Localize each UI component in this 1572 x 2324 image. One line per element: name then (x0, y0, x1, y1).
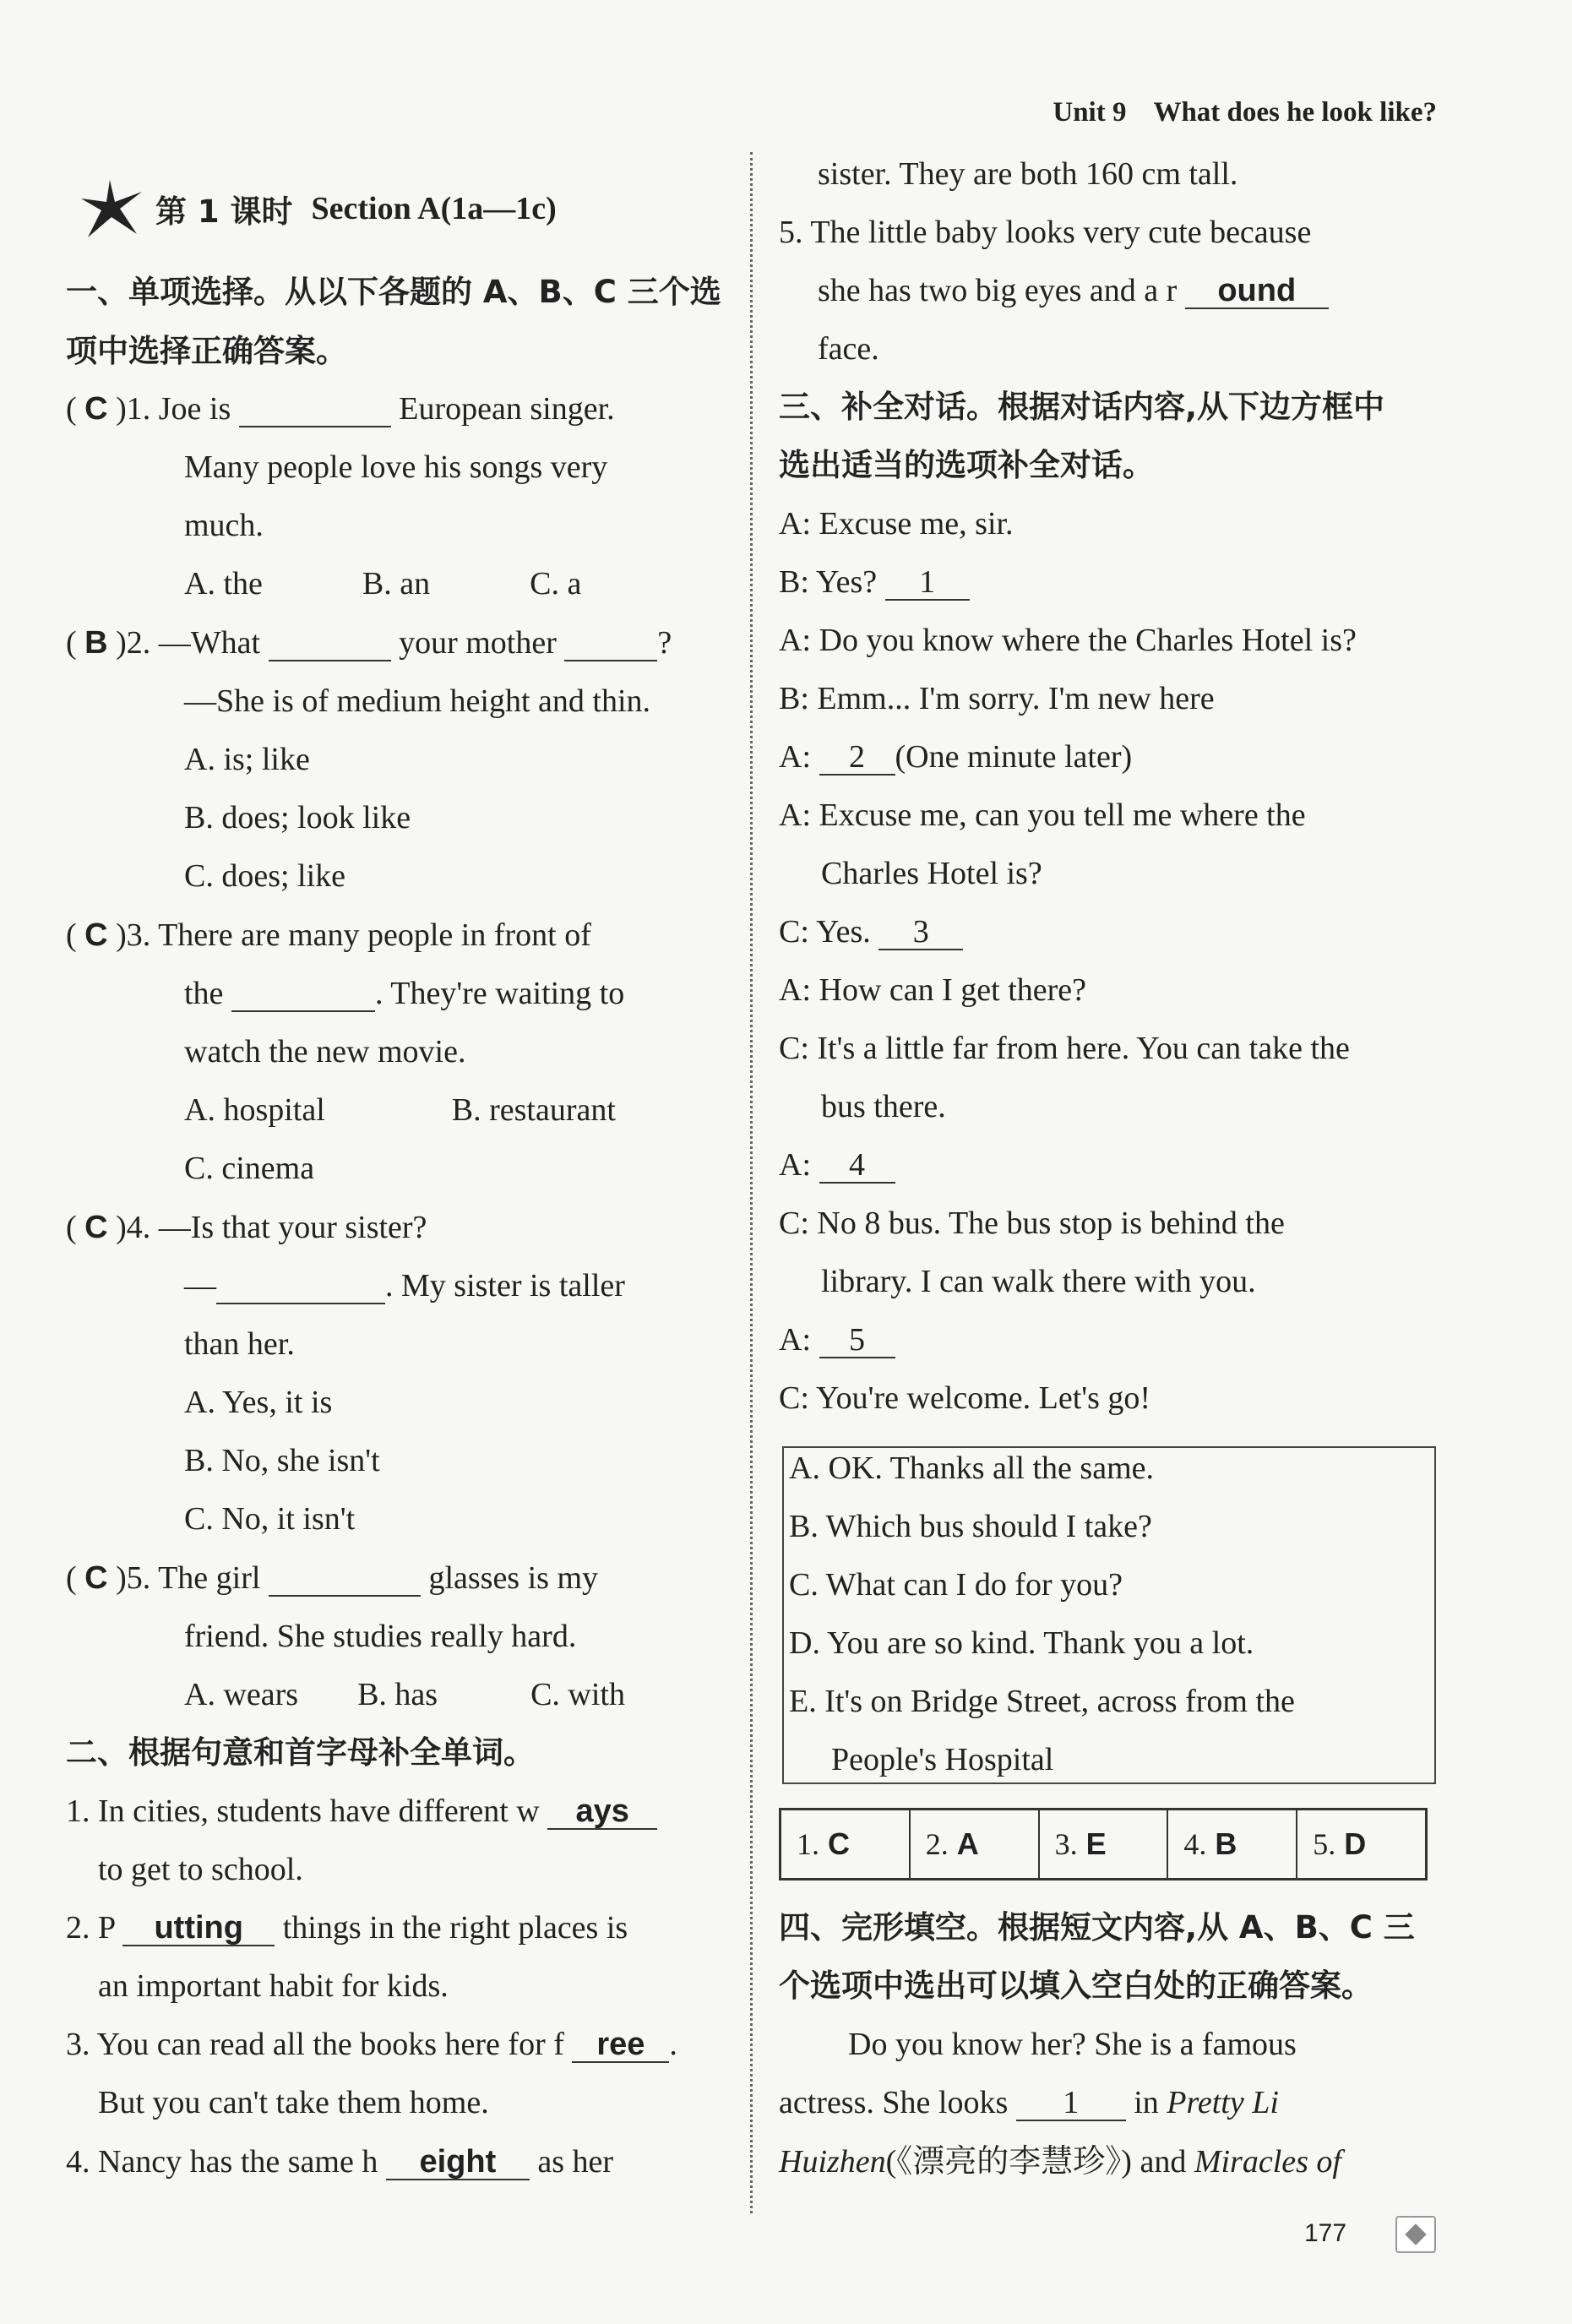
q3-opt-c: C. cinema (184, 1151, 315, 1186)
q4-opt-c: C. No, it isn't (184, 1501, 356, 1537)
section-heading (76, 173, 557, 244)
dialog-line-4: B: Emm... I'm sorry. I'm new here (779, 681, 1215, 716)
answer-num: 3. (1054, 1827, 1078, 1861)
answer-cell (1297, 1810, 1425, 1878)
q5-opt-b: B. has (357, 1677, 438, 1712)
q2-line1: ( B )2. —What your mother ? (66, 625, 672, 661)
passage-3-title-b: Miracles of (1194, 2144, 1341, 2180)
p2-s3-text-b: . (669, 2027, 677, 2062)
p2-s5-line2 (818, 269, 1329, 313)
unit-label: Unit 9 (1053, 97, 1127, 128)
column-divider (750, 152, 753, 2213)
dialog-blank-5: 5 (819, 1323, 895, 1358)
p2-s5-fill: ound (1185, 274, 1329, 309)
option-b: B. Which bus should I take? (789, 1509, 1152, 1544)
dialog-line-2 (779, 560, 970, 604)
p2-s4-fill: eight (386, 2145, 530, 2180)
q5-text-a: 5. The girl (126, 1560, 261, 1596)
q2-text-c: ? (657, 625, 672, 661)
part2-title: 二、根据句意和首字母补全单词。 (66, 1734, 535, 1771)
q5-options (184, 1673, 625, 1717)
q2-blank2 (564, 626, 657, 661)
dialog-line-5 (779, 735, 1132, 779)
dialog-blank-3: 3 (878, 915, 963, 950)
q4-text-a: — (184, 1268, 216, 1304)
p2-s5-line3: face. (818, 331, 879, 367)
dialog-line-11: C: No 8 bus. The bus stop is behind the (779, 1206, 1285, 1241)
q2-text-a: 2. —What (126, 625, 261, 661)
q3-line1: ( C )3. There are many people in front of (66, 917, 591, 953)
q3-text-b: . They're waiting to (374, 976, 625, 1011)
q2-text-b: your mother (399, 625, 557, 661)
q3-opt-a: A. hospital (184, 1092, 325, 1128)
q5-line1: ( C )5. The girl glasses is my (66, 1560, 598, 1596)
answer-table (779, 1808, 1428, 1880)
q4-line1: ( C )4. —Is that your sister? (66, 1210, 427, 1245)
p2-s4-line1 (66, 2140, 613, 2184)
star-logo-icon (76, 173, 147, 244)
answer-value: C (828, 1826, 850, 1861)
part3-title-line1: 三、补全对话。根据对话内容,从下边方框中 (779, 389, 1385, 425)
q1-text-b: European singer. (399, 391, 615, 427)
q2-opt-c: C. does; like (184, 858, 346, 894)
dialog-10-text: A: (779, 1147, 811, 1183)
dialog-7-text: C: Yes. (779, 914, 871, 950)
q4-opt-b: B. No, she isn't (184, 1443, 380, 1478)
dialog-line-6: A: Excuse me, can you tell me where the (779, 797, 1306, 833)
part4-title-line1: 四、完形填空。根据短文内容,从 A、B、C 三 (779, 1909, 1415, 1946)
q1-line3: much. (184, 508, 264, 543)
q2-opt-b: B. does; look like (184, 800, 411, 835)
dialog-line-13: C: You're welcome. Let's go! (779, 1380, 1151, 1416)
passage-2-text-a: actress. She looks (779, 2085, 1009, 2120)
p2-s4-line2: sister. They are both 160 cm tall. (818, 156, 1238, 192)
p2-s2-line1 (66, 1906, 628, 1950)
page-number: 177 (1304, 2219, 1347, 2247)
q1-opt-a: A. the (184, 566, 263, 601)
part4-title-line2: 个选项中选出可以填入空白处的正确答案。 (779, 1968, 1373, 2004)
dialog-line-7 (779, 910, 963, 954)
q1-options (184, 562, 581, 606)
q2-opt-a: A. is; like (184, 742, 310, 777)
p2-s3-text-a: 3. You can read all the books here for f (66, 2027, 564, 2062)
answer-cell (781, 1810, 911, 1878)
dialog-line-10 (779, 1143, 895, 1187)
q2-blank1 (269, 626, 391, 661)
q4-text: 4. —Is that your sister? (126, 1210, 427, 1245)
option-a: A. OK. Thanks all the same. (789, 1450, 1154, 1486)
p2-s5-text: she has two big eyes and a r (818, 273, 1178, 308)
section-label: Section A(1a—1c) (311, 191, 557, 226)
dialog-2-text: B: Yes? (779, 564, 878, 600)
q5-text-b: glasses is my (428, 1560, 598, 1596)
option-e-cont: People's Hospital (831, 1742, 1054, 1777)
dialog-line-8: A: How can I get there? (779, 972, 1087, 1008)
part3-title-line2: 选出适当的选项补全对话。 (779, 447, 1154, 483)
q5-opt-c: C. with (530, 1677, 625, 1712)
p2-s3-line2: But you can't take them home. (98, 2085, 489, 2120)
q1-opt-b: B. an (362, 566, 431, 601)
answer-num: 5. (1313, 1827, 1336, 1861)
p2-s5-line1: 5. The little baby looks very cute because (779, 215, 1312, 250)
dialog-line-3: A: Do you know where the Charles Hotel is? (779, 623, 1357, 658)
answer-num: 1. (797, 1827, 819, 1861)
p2-s4-text-b: as her (537, 2144, 614, 2180)
q3-text-a: the (184, 976, 224, 1011)
q3-opt-b: B. restaurant (451, 1092, 616, 1128)
q1-opt-c: C. a (530, 566, 582, 601)
passage-line1: Do you know her? She is a famous (848, 2027, 1297, 2062)
part1-title-line1: 一、单项选择。从以下各题的 A、B、C 三个选 (66, 274, 721, 310)
dialog-12-text: A: (779, 1322, 811, 1358)
q2-answer: B (84, 625, 108, 661)
answer-cell (911, 1810, 1040, 1878)
dialog-blank-1: 1 (885, 565, 970, 601)
answer-value: E (1085, 1826, 1107, 1861)
unit-title: What does he look like? (1153, 97, 1437, 128)
q3-line2 (184, 972, 624, 1015)
diamond-icon (1395, 2216, 1436, 2253)
q3-blank (231, 977, 375, 1012)
answer-value: D (1344, 1826, 1367, 1861)
p2-s1-line1 (66, 1789, 657, 1833)
q3-text: 3. There are many people in front of (126, 917, 591, 953)
q1-line1: ( C )1. Joe is European singer. (66, 391, 615, 427)
answer-value: A (956, 1826, 979, 1861)
p2-s2-text-b: things in the right places is (282, 1910, 628, 1946)
q4-line3: than her. (184, 1326, 295, 1362)
dialog-line-1: A: Excuse me, sir. (779, 506, 1014, 542)
dialog-5-text-b: (One minute later) (895, 739, 1133, 775)
dialog-line-9b: bus there. (821, 1089, 946, 1124)
q5-line2: friend. She studies really hard. (184, 1619, 577, 1654)
p2-s4-text-a: 4. Nancy has the same h (66, 2144, 378, 2180)
p2-s1-text: 1. In cities, students have different w (66, 1793, 540, 1829)
q1-line2: Many people love his songs very (184, 449, 608, 485)
p2-s3-line1 (66, 2022, 677, 2066)
q1-answer: C (84, 391, 108, 427)
dialog-line-6b: Charles Hotel is? (821, 856, 1042, 891)
q4-line2 (184, 1264, 625, 1308)
part1-title-line2: 项中选择正确答案。 (66, 333, 347, 369)
q3-answer: C (84, 917, 108, 953)
q5-answer: C (84, 1560, 108, 1596)
dialog-line-12 (779, 1318, 895, 1362)
answer-value: B (1215, 1826, 1237, 1861)
q5-blank (269, 1561, 421, 1597)
q4-blank (216, 1269, 385, 1304)
q3-line3: watch the new movie. (184, 1034, 466, 1069)
answer-cell (1040, 1810, 1169, 1878)
q4-text-b: . My sister is taller (385, 1268, 625, 1304)
p2-s2-line2: an important habit for kids. (98, 1968, 449, 2004)
dialog-line-9: C: It's a little far from here. You can take the (779, 1031, 1350, 1066)
passage-2-text-b: in (1134, 2085, 1159, 2120)
q2-line2: —She is of medium height and thin. (184, 683, 651, 719)
answer-num: 2. (925, 1827, 949, 1861)
dialog-blank-2: 2 (819, 740, 895, 776)
p2-s1-fill: ays (547, 1794, 657, 1830)
lesson-label: 第 1 课时 (155, 193, 293, 230)
page-header (1053, 97, 1437, 128)
q5-opt-a: A. wears (184, 1677, 299, 1712)
option-box (782, 1446, 1436, 1784)
p2-s3-fill: ree (572, 2027, 669, 2063)
answer-num: 4. (1183, 1827, 1207, 1861)
q4-opt-a: A. Yes, it is (184, 1385, 333, 1420)
q4-answer: C (84, 1210, 108, 1245)
answer-cell (1168, 1810, 1297, 1878)
p2-s1-line2: to get to school. (98, 1852, 303, 1887)
passage-2-title: Pretty Li (1167, 2085, 1279, 2120)
passage-line2 (779, 2081, 1279, 2125)
option-e: E. It's on Bridge Street, across from the (789, 1684, 1295, 1719)
passage-3-title-a: Huizhen (779, 2144, 886, 2180)
passage-line3 (779, 2140, 1341, 2184)
passage-3-text: (《漂亮的李慧珍》) and (885, 2144, 1187, 2180)
dialog-line-11b: library. I can walk there with you. (821, 1264, 1256, 1299)
q1-blank (239, 392, 391, 427)
option-d: D. You are so kind. Thank you a lot. (789, 1625, 1254, 1661)
dialog-blank-4: 4 (819, 1148, 895, 1184)
q3-options-ab (184, 1088, 616, 1132)
passage-blank-1: 1 (1016, 2086, 1126, 2121)
q1-text: 1. Joe is (126, 391, 231, 427)
option-c: C. What can I do for you? (789, 1567, 1123, 1603)
p2-s2-text-a: 2. P (66, 1910, 115, 1946)
p2-s2-fill: utting (122, 1911, 275, 1946)
dialog-5-text-a: A: (779, 739, 811, 775)
